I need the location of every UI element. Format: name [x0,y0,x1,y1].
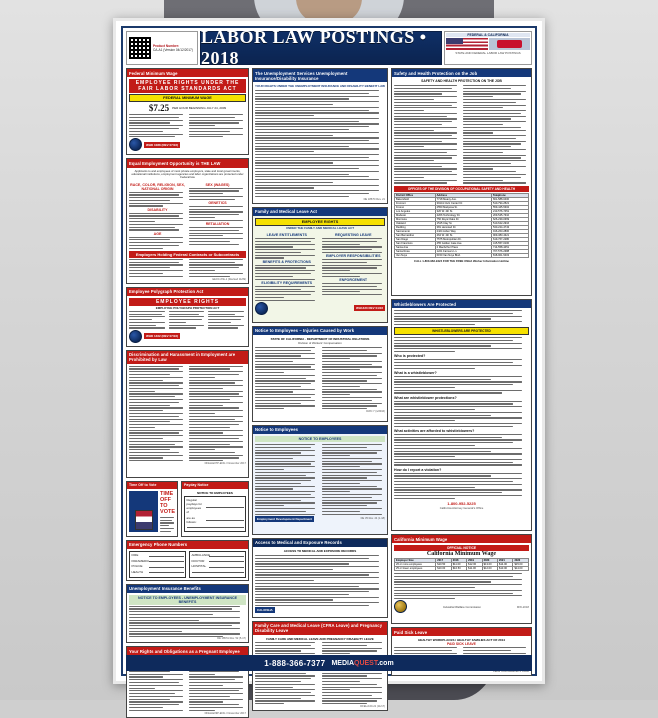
fmla-section-title: ENFORCEMENT [339,277,368,282]
text-block [129,366,186,462]
whistleblower-faq-title: How do I report a violation? [394,467,442,472]
emergency-label: HEALTH [131,569,144,574]
block-title: Unemployment Insurance Benefits [127,585,248,593]
block-title: Payday Notice [182,482,248,489]
fmla-section-title: EMPLOYER RESPONSIBILITIES [325,254,381,259]
cell: Van Nuys [395,253,436,257]
text-block [394,359,529,369]
block-access-to-medical-exposure-records [252,538,388,618]
ui-di-pub-number: DE 1857D Rev. 21 [363,197,385,201]
poster-column-1 [126,68,249,715]
ui-di-subtitle: YOUR RIGHTS UNDER THE UNEMPLOYMENT INSURANCE AND DISABILITY BENEFIT LAW [255,84,386,89]
fmla-section-title: ELIGIBILITY REQUIREMENTS [261,280,313,285]
text-block [255,90,385,197]
table-row [395,567,529,571]
poster-column-3 [391,68,532,652]
text-block [255,286,319,301]
payday-input[interactable] [206,518,244,521]
cell: 381 Hemsted Dr. [435,225,491,229]
vote-headline: TIME OFF TO VOTE [160,490,176,515]
block-family-and-medical-leave-act [252,207,388,323]
page-title: LABOR LAW POSTINGS • 2018 [201,27,427,68]
payday-field-label: are as follows: [186,515,197,524]
eeo-section-title: AGE [153,231,162,236]
cell: Bakersfield [395,197,436,201]
text-block [189,114,246,137]
whistleblower-faq-title: Who is protected? [394,354,426,359]
emergency-label: HOSPITAL [191,564,207,569]
text-block [129,213,186,231]
cell: 209-545-7310 [491,213,528,217]
eeo-subtitle: Applicants to and employees of most private employers, state and local governments, educational institutions, employment agencies and labor organizations are protected under Federal law [131,168,244,180]
cell: 1221 Farmers Ln. [435,249,491,253]
cell: 661-588-6400 [491,197,528,201]
cell: 39141 Civic Center Dr. [435,201,491,205]
text-block [394,573,529,599]
block-title: Family Care and Medical Leave (CFRA Leave) and Pregnancy Disability Leave [253,622,387,635]
text-block [189,188,246,200]
flags-row [446,38,530,50]
whistleblower-faq-title: What activities are afforded to whistleblowers? [394,428,475,433]
cell: Oakland [395,221,436,225]
cell: $10.50 [436,563,451,567]
dol-seal-icon [129,138,142,151]
cell: 4206 Technology Dr. [435,213,491,217]
cell: $13.00 [498,567,513,571]
text-block [322,347,386,409]
employee-rights-bar: EMPLOYEE RIGHTS [129,298,246,306]
product-number-value: CA-A1 (Version 04/12/2017) [153,48,193,52]
block-title: Discrimination and Harassment in Employment are Prohibited by Law [127,351,248,364]
psl-subtitle-2: PAID SICK LEAVE [447,642,476,647]
cell: 320 W. 4th St. [435,209,491,213]
psl-subtitle: HEALTHY WORKPLACES / HEALTHY FAMILIES ACT OF 2014 [418,638,505,643]
block-title: Whistleblowers Are Protected [392,300,531,308]
whistleblower-faq-title: What are whistleblower protections? [394,395,457,400]
emergency-input[interactable] [209,559,243,562]
dwc-subtitle-2: Division of Workers' Compensation [298,340,342,345]
text-block [394,473,529,499]
whistleblower-faq-title: What is a whistleblower? [394,370,437,375]
emergency-input[interactable] [149,559,183,562]
dwc-subtitle: STATE OF CALIFORNIA - DEPARTMENT OF INDUSTRIAL RELATIONS [270,336,370,341]
employee-rights-bar: EMPLOYEE RIGHTS UNDER THE FAIR LABOR STANDARDS ACT [129,79,246,93]
emergency-input[interactable] [209,565,243,568]
cell: 26 or more employees [395,563,436,567]
fmla-subtitle: UNDER THE FAMILY AND MEDICAL LEAVE ACT [285,225,355,230]
cell: 7718 Meany Ave. [435,197,491,201]
text-block [129,192,186,207]
pregnancy-pub-number: DFEH-E09P-ENG / November 2017 [204,711,246,715]
table-header: 2019 [467,559,482,563]
text-block [189,366,246,462]
text-block [394,337,529,352]
cell: San Bernardino [395,233,436,237]
text-block [169,311,207,329]
emergency-label: POLICE [131,564,143,569]
text-block [129,259,186,277]
fmla-section-title: BENEFITS & PROTECTIONS [262,259,311,264]
block-title: The Unemployment Services Unemployment Insurance/Disability Insurance [253,69,387,82]
emergency-input[interactable] [149,570,183,573]
federal-wage-amount: $7.25 [148,103,170,114]
poster-title-banner [200,27,442,68]
block-whistleblowers-are-protected [391,299,532,531]
brand-accent: QUEST [354,659,378,667]
block-emergency-phone-numbers [126,540,249,581]
cell: 415-557-0100 [491,241,528,245]
eeo-pub-number: EEOC-P/E-1 (Revised 11/09) [212,277,246,281]
text-block [394,85,460,184]
footer-phone-number: 1-888-366-7377 [264,658,326,668]
federal-wage-note: PER HOUR BEGINNING JULY 24, 2009 [172,106,227,111]
cell: 707-576-2388 [491,249,528,253]
cell: Fremont [395,201,436,205]
poster-inner-frame [121,26,537,715]
cell: $15.00 [513,563,529,567]
fmla-section-title: LEAVE ENTITLEMENTS [266,232,307,237]
dwc-pub-number: DWC 7 (1/2016) [366,410,385,414]
text-block [129,237,186,249]
cell: Monrovia [395,217,436,221]
text-block [255,444,319,515]
text-block [189,206,246,221]
table-header: Telephone [491,193,528,197]
qr-code-icon [129,37,151,59]
text-block [255,265,319,280]
ui-pub-number: DE 1857A Rev. 52 (5-17) [217,637,246,641]
emergency-label: DOCTOR [191,558,205,563]
cell: 750 Royal Oaks Dr. [435,217,491,221]
payday-form [184,496,246,533]
text-block [255,347,319,409]
block-title: Equal Employment Opportunity is THE LAW [127,159,248,167]
table-header: 2018 [451,559,466,563]
cell: 2424 Arden Way [435,229,491,233]
cell: $11.00 [467,567,482,571]
text-block [394,376,529,394]
block-title: Notice to Employees – Injuries Caused by Work [253,327,387,335]
cell: 626-239-0369 [491,217,528,221]
block-title: Paid Sick Leave [392,628,531,636]
agency-label: WH1420 REV 04/16 [355,306,383,311]
block-california-minimum-wage [391,534,532,624]
cell: Fresno [395,205,436,209]
cell: $14.00 [513,567,529,571]
cfra-pub-number: DFEH-100-21 (11/17) [360,705,385,709]
dol-seal-icon [255,302,268,315]
de35-subtitle: NOTICE TO EMPLOYEES [255,436,385,442]
block-title: Time Off to Vote [127,482,177,489]
agency-label: WHD 1088 (REV 07/16) [146,142,179,147]
cell: 464 W. 4th St. [435,233,491,237]
cell: 510-794-2521 [491,201,528,205]
text-block [189,227,246,245]
eeo-footer-band: Employers Holding Federal Contracts or Subcontracts [129,251,246,258]
eeo-section-title: DISABILITY [147,207,168,212]
cell: 2 MacArthur Place [435,245,491,249]
block-title: Emergency Phone Numbers [127,541,248,549]
text-block [255,642,319,704]
table-header: Address [435,193,491,197]
cell: $10.00 [436,567,451,571]
emergency-input[interactable] [192,570,244,573]
cell: 714-558-4451 [491,245,528,249]
cell: Sacramento [395,229,436,233]
cell: 619-767-2280 [491,237,528,241]
text-block [394,434,529,466]
table-header: District Office [395,193,436,197]
block-title: Family and Medical Leave Act [253,208,387,216]
iwc-seal-icon [394,600,407,613]
payday-field-label: Regular paydays for employees of [186,498,203,515]
emergency-label: AMBULANCE [191,553,211,558]
california-flag-icon [489,38,531,50]
text-block [160,517,175,532]
dol-seal-icon [129,330,142,343]
text-block [322,283,386,295]
block-unemployment-disability-insurance [252,68,388,204]
whistleblower-agency: California Attorney General's Office [439,505,484,510]
block-title: Notice to Employees [253,426,387,434]
text-block [189,259,246,277]
cell: 7575 Metropolitan Dr. [435,237,491,241]
brand-suffix: .com [377,659,394,667]
cell: 6150 Van Nuys Blvd. [435,253,491,257]
cell: Redding [395,225,436,229]
mw-official-notice: OFFICIAL NOTICE [394,545,529,551]
text-block [322,259,386,277]
eeo-section-title: RACE, COLOR, RELIGION, SEX, NATIONAL ORIGIN [130,182,185,191]
cell: $12.00 [482,567,497,571]
cell: Santa Ana [395,245,436,249]
emergency-form-left [129,551,186,578]
block-title: Employee Polygraph Protection Act [127,288,248,296]
osha-hotline: CALL 1-800-963-9424 FOR THE FREE OSHA Worker Information Hotline [414,258,509,263]
cfra-subtitle: FAMILY CARE AND MEDICAL LEAVE AND PREGNANCY DISABILITY LEAVE [266,637,374,641]
cell: 2550 Mariposa St. [435,205,491,209]
cell: 909-383-4321 [491,233,528,237]
cal-osha-logo-icon: CAL/OSHA [257,608,273,613]
payday-subtitle: NOTICE TO EMPLOYEES [197,490,233,495]
fmla-section-title: REQUESTING LEAVE [335,232,372,237]
block-title: Federal Minimum Wage [127,69,248,77]
payday-input[interactable] [187,525,244,528]
fmla-rights-bar: EMPLOYEE RIGHTS [255,218,385,226]
cell: Modesto [395,213,436,217]
cell: 916-263-2800 [491,229,528,233]
block-notice-to-employees-injuries [252,326,388,422]
state-badge-sub: STATE AND FEDERAL LABOR LAW POSTINGS [455,51,521,55]
agency-label: WHD 1462 (REV 07/16) [146,334,179,339]
product-number-text [153,44,193,53]
cell: Los Angeles [395,209,436,213]
emergency-input[interactable] [149,554,183,557]
block-unemployment-insurance-benefits [126,584,249,644]
emergency-input[interactable] [149,565,183,568]
cell: 818-901-5403 [491,253,528,257]
cell: San Francisco [395,241,436,245]
records-subtitle: ACCESS TO MEDICAL AND EXPOSURE RECORDS [283,548,357,553]
block-title: Access to Medical and Exposure Records [253,539,387,547]
cell: 213-576-7451 [491,209,528,213]
emergency-input[interactable] [209,554,243,557]
emergency-label: FIRE [131,553,139,558]
whistleblower-hotline: 1-800-952-5225 [447,500,476,506]
text-block [129,114,186,137]
product-number-box [126,31,198,65]
block-title: California Minimum Wage [392,535,531,543]
block-equal-employment-opportunity [126,158,249,283]
cell: 510-622-2916 [491,221,528,225]
state-badge-title: FEDERAL & CALIFORNIA [446,33,530,37]
state-badge-box [444,31,532,65]
dfeh-pub-number: DFEH-E07P-ENG / November 2017 [204,462,246,466]
block-federal-minimum-wage [126,68,249,155]
de35-pub-number: DE 35 Rev. 24 (1-18) [360,517,385,521]
emergency-form-right [189,551,246,578]
minimum-wage-table [394,558,529,571]
text-block [394,401,529,427]
emergency-label: PARAMEDIC [131,558,150,563]
text-block [322,642,386,704]
cell: 530-224-4743 [491,225,528,229]
cell: 559-445-5302 [491,205,528,209]
table-header: Employer Size [395,559,436,563]
block-title: Safety and Health Protection on the Job [392,69,531,77]
text-block [322,444,386,515]
text-block [322,238,386,253]
brand-name: MEDIA [331,659,354,667]
eeo-section-title: SEX (WAGES) [205,182,230,187]
osha-subtitle: SAFETY AND HEALTH PROTECTION ON THE JOB [421,79,502,84]
text-block [255,555,385,606]
cell: $12.00 [467,563,482,567]
ballot-box-icon [129,491,158,532]
text-block [255,238,319,259]
cell: $10.50 [451,567,466,571]
block-discrimination-harassment-prohibited [126,350,249,478]
osha-offices-table [394,193,529,258]
eeo-section-title: RETALIATION [205,221,230,226]
block-employee-polygraph-protection-act [126,287,249,347]
text-block [394,310,529,325]
cell: $14.00 [498,563,513,567]
eppa-subtitle: EMPLOYEE POLYGRAPH PROTECTION ACT [155,305,220,310]
text-block [463,85,529,184]
table-header: 2020 [482,559,497,563]
mw-pub-number: MW-2018 [516,604,529,609]
table-row [395,253,529,257]
cell: 1515 Clay St. [435,221,491,225]
cell: 25 or fewer employees [395,567,436,571]
osha-offices-table-title: OFFICES OF THE DIVISION OF OCCUPATIONAL SAFETY AND HEALTH [394,186,529,192]
poster-footer [126,655,532,671]
block-safety-health-protection [391,68,532,296]
cell: $13.00 [482,563,497,567]
us-flag-icon [446,38,488,50]
payday-input[interactable] [206,505,244,508]
cell: San Diego [395,237,436,241]
table-header: 2017 [436,559,451,563]
text-block [208,311,246,329]
cell: Santa Rosa [395,249,436,253]
block-title: Your Rights and Obligations as a Pregnant Employee [127,647,248,655]
block-notice-to-employees-general [252,425,388,535]
product-number-label: Product Number: [153,43,180,48]
whistleblower-highlight: WHISTLEBLOWERS ARE PROTECTED [394,327,529,335]
eeo-section-title: GENETICS [208,200,227,205]
cell: $11.00 [451,563,466,567]
federal-wage-band: FEDERAL MINIMUM WAGE [129,94,246,102]
block-time-off-to-vote [126,481,178,537]
labor-law-poster [113,18,545,715]
footer-brand-logo [331,660,393,667]
block-payday-notice [181,481,249,537]
poster-header [126,27,532,68]
ui-subtitle: NOTICE TO EMPLOYEES - UNEMPLOYMENT INSURANCE BENEFITS [129,595,246,605]
table-header: 2022 [513,559,529,563]
text-block [129,311,167,329]
mw-headline: California Minimum Wage [426,551,497,558]
cell: 455 Golden Gate Ave. [435,241,491,245]
mw-agency: Industrial Welfare Commission [443,604,481,609]
agency-label: Employment Development Department [257,516,313,521]
table-header: 2021 [498,559,513,563]
